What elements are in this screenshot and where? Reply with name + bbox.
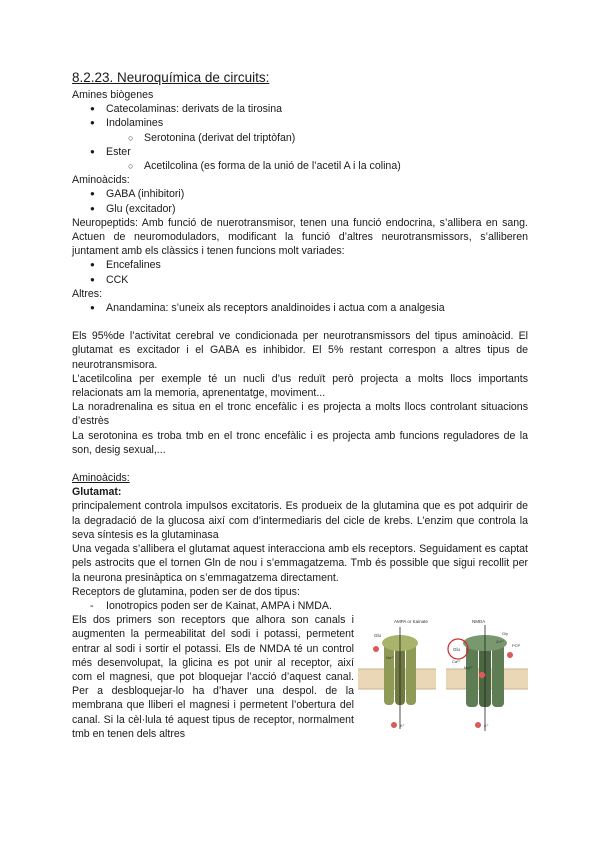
paragraph: L’acetilcolina per exemple té un nucli d’us reduït però projecta a molts llocs importants relacionats am la memoria, aprenentatge, moviment... [72, 372, 528, 400]
k-label-left: K⁺ [400, 723, 405, 729]
paragraph: Els dos primers son receptors que alhora son canals i augmenten la permeabilitat del sodi i potassi, permetent entrar al sodi i sortir el potassi. Els de NMDA té un control més desenvolupat, la glicina es pot unir al receptor, així com el magnesi, que pot bloquejar l’acció d’aquest canal. Per a desbloquejar-lo ha d’haver una despol. de la membrana que lliberi el magnesi i permetent l’obertura del canal. Si la cèl·lula té aquest tipus de receptor, normalment tmb en tenen dels altres [72, 614, 354, 740]
k-label-right: K⁺ [484, 723, 489, 729]
list-item: - Ionotropics poden ser de Kainat, AMPA i NMDA. [72, 599, 528, 613]
list-item: ● CCK [72, 273, 528, 287]
paragraph: Una vegada s’allibera el glutamat aquest interacciona amb els receptors. Seguidament es captat pels astrocits que el tornen Gln de nou i s’emmagatzema. Tmb és possible que sigui recollit per la neurona presinàptica on s’emmagatzema directament. [72, 543, 528, 584]
sub-list-item: ○ Acetilcolina (es forma de la unió de l’acetil A i la colina) [72, 159, 528, 173]
magnesium-ion [479, 672, 485, 678]
paragraph: principalement controla impulsos excitatoris. Es produeix de la glutamina que es pot adquirir de la degradació de la glucosa així com d’intermediaris del cicle de krebs. L’enzim que controla la seva síntesis es la glutaminasa [72, 500, 528, 541]
list-item: ● Ester [72, 145, 528, 159]
potassium-ion-right [475, 722, 481, 728]
paragraph: Receptors de glutamina, poden ser de dos tipus: [72, 585, 300, 598]
glutamate-receptor-figure [354, 613, 530, 741]
na-label-left: Na⁺ [386, 655, 394, 661]
section-subheading: Glutamat: [72, 486, 122, 499]
page-title: 8.2.23. Neuroquímica de circuits: [72, 70, 270, 85]
paragraph: La serotonina es troba tmb en el tronc encefàlic i es projecta amb funcions reguladores de la son, desig sexual,... [72, 429, 528, 456]
figure-label-nmda: NMDA [472, 619, 486, 625]
gly-label: Gly [502, 631, 508, 637]
zn-label: Zn²⁺ [496, 639, 505, 645]
list-item: ● Indolamines [72, 116, 528, 130]
altres-heading: Altres: [72, 287, 103, 300]
calcium-ion [507, 652, 513, 658]
amines-heading: Amines biògenes [72, 89, 154, 101]
neuropeptids-text: Neuropeptids: Amb funció de nuerotransmisor, tenen una funció endocrina, s’allibera en sang. Actuen de neuromoduladors, modificant la funció d’altres neurotransmissors, s’alliberen juntament amb els clàssics i tenen funcions molt variades: [72, 216, 528, 258]
aminoacids-heading: Aminoàcids: [72, 174, 130, 187]
list-item: ● Anandamina: s’uneix als receptors analdinoides i actua com a analgesia [72, 301, 528, 315]
section-heading: Aminoàcids: [72, 472, 130, 485]
list-item: ● Encefalines [72, 258, 528, 272]
neuropeptids-list [72, 258, 528, 286]
sodium-ion [373, 646, 379, 652]
receptor-types-list [72, 599, 528, 613]
glu-label-right: Glu [453, 647, 461, 653]
figure-label-ampa: AMPA or Kainate [394, 619, 428, 625]
paragraph: La noradrenalina es situa en el tronc encefàlic i es projecta a molts llocs controlant situacions d’estrès [72, 401, 528, 428]
list-item: ● Catecolaminas: derivats de la tirosina [72, 102, 528, 116]
altres-list [72, 301, 528, 315]
mg-label: Mg²⁺ [464, 665, 473, 671]
ca-label: Ca²⁺ [452, 659, 461, 665]
potassium-ion [391, 722, 397, 728]
document-page [72, 70, 528, 741]
pcp-label: PCP [512, 643, 521, 649]
sub-list-item: ○ Serotonina (derivat del triptòfan) [72, 131, 528, 145]
aminoacids-list [72, 187, 528, 215]
paragraph: Els 95%de l’activitat cerebral ve condicionada per neurotransmissors del tipus aminoàcid. El glutamat es excitador i el GABA es inhibidor. El 5% restant correspon a altres tipus de neurotransmisora. [72, 330, 528, 371]
glu-label-left: Glu [374, 633, 382, 639]
list-item: ● Glu (excitador) [72, 202, 528, 216]
list-item: ● GABA (inhibitori) [72, 187, 528, 201]
amines-list [72, 102, 528, 173]
